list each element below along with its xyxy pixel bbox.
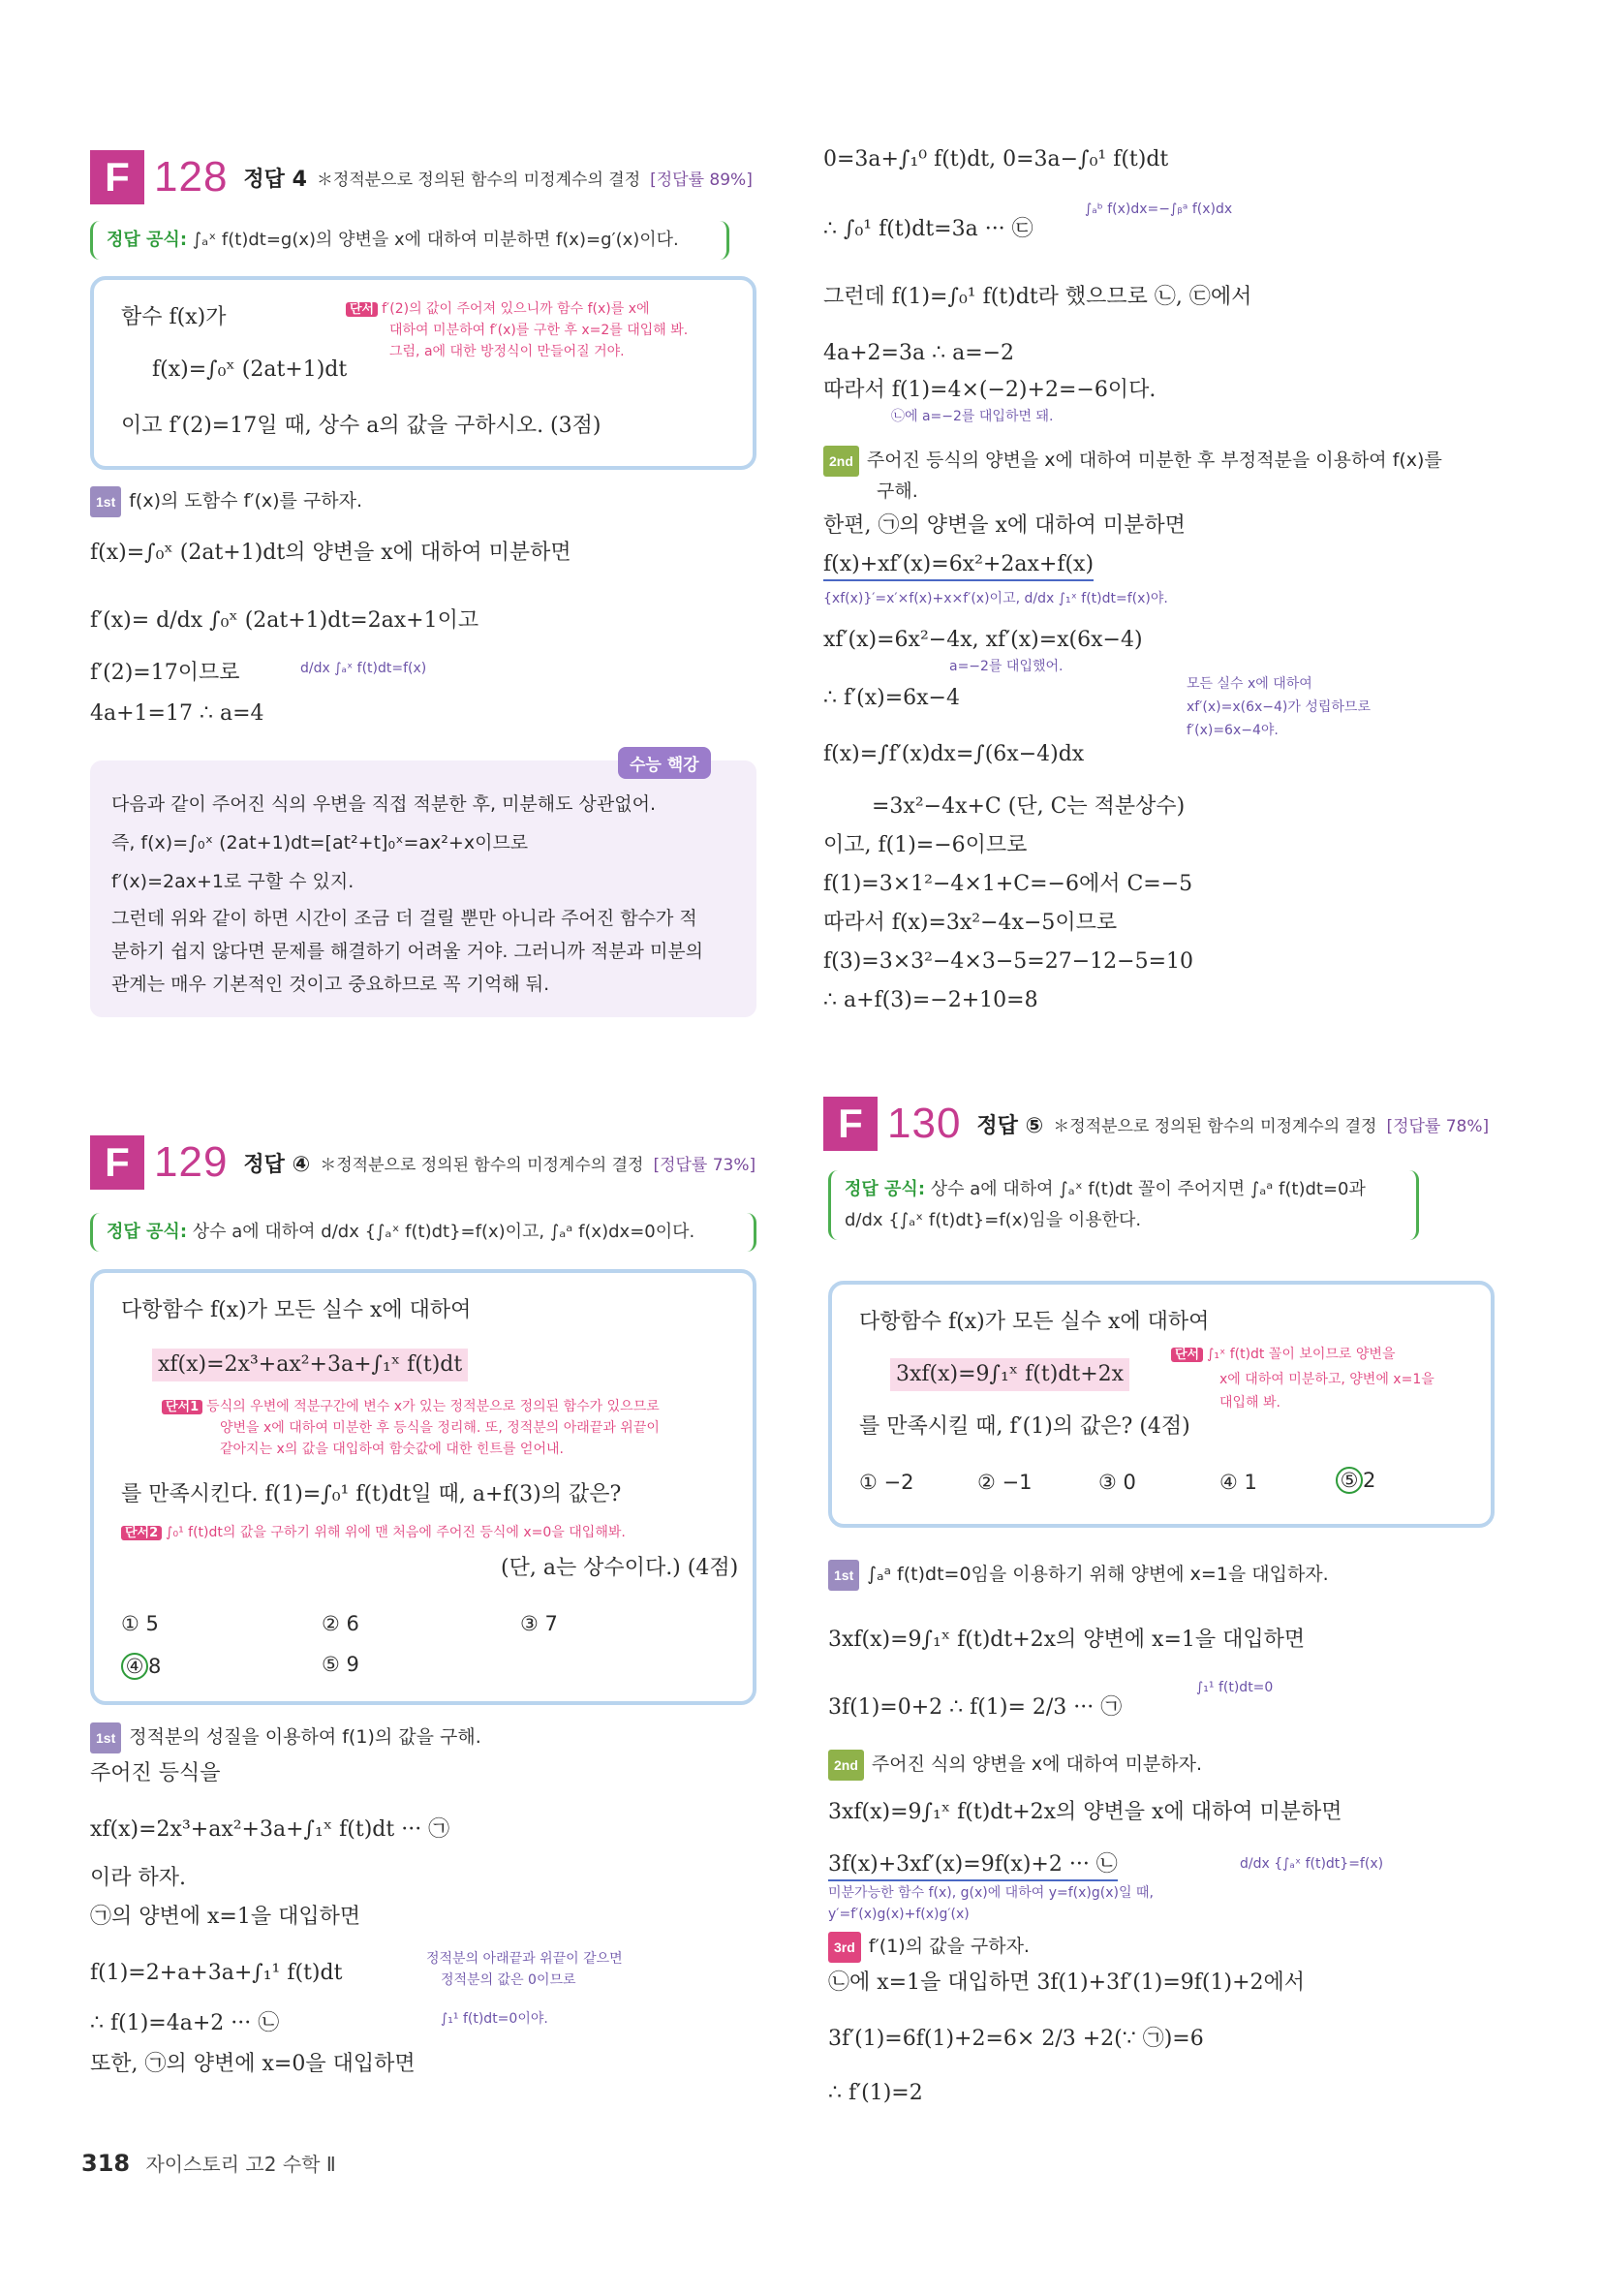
hint-line: ∫₁ˣ f(t)dt 꼴이 보이므로 양변을 xyxy=(1207,1347,1396,1362)
solution-line: ∴ f(1)=4a+2 ··· ㉡ xyxy=(90,2011,280,2035)
formula-text: d/dx {∫ₐˣ f(t)dt}=f(x)임을 이용한다. xyxy=(845,1210,1142,1230)
correct-mark: ④ xyxy=(121,1653,148,1680)
step-2 xyxy=(823,446,1442,477)
f-badge: F xyxy=(90,1135,144,1190)
question-equation: f(x)=∫₀ˣ (2at+1)dt xyxy=(152,357,348,382)
solution-line: ㉡에 x=1을 대입하면 3f(1)+3f′(1)=9f(1)+2에서 xyxy=(828,1970,1306,1995)
solution-line: f(1)=3×1²−4×1+C=−6에서 C=−5 xyxy=(823,872,1193,896)
solution-note: 정적분의 아래끝과 위끝이 같으면 xyxy=(426,1951,623,1967)
answer-formula xyxy=(90,221,729,260)
choice-2[interactable]: ② −1 xyxy=(977,1471,1033,1494)
step-text: f′(1)의 값을 구하자. xyxy=(868,1936,1030,1957)
question-line: (단, a는 상수이다.) (4점) xyxy=(501,1556,739,1580)
solution-note: a=−2를 대입했어. xyxy=(949,659,1064,674)
solution-line: ㉠의 양변에 x=1을 대입하면 xyxy=(90,1905,361,1929)
step-tag: 2nd xyxy=(823,446,859,477)
hint-text xyxy=(1171,1345,1395,1365)
problem-number: 129 xyxy=(154,1138,229,1186)
solution-line: f(x)=∫f′(x)dx=∫(6x−4)dx xyxy=(823,742,1085,766)
solution-line: xf(x)=2x³+ax²+3a+∫₁ˣ f(t)dt ··· ㉠ xyxy=(90,1817,450,1842)
formula-label: 정답 공식: xyxy=(107,230,188,250)
solution-line: 따라서 f(1)=4×(−2)+2=−6이다. xyxy=(823,378,1157,402)
solution-line: f(1)=2+a+3a+∫₁¹ f(t)dt xyxy=(90,1961,343,1985)
solution-line: ∴ f′(x)=6x−4 xyxy=(823,686,960,710)
solution-line: 4a+2=3a ∴ a=−2 xyxy=(823,341,1015,365)
step-tag: 1st xyxy=(828,1560,859,1591)
choice-1[interactable]: ① 5 xyxy=(121,1612,159,1635)
question-line: 를 만족시킬 때, f′(1)의 값은? (4점) xyxy=(859,1414,1190,1439)
step-1 xyxy=(828,1560,1329,1591)
hint-line: f′(2)의 값이 주어져 있으니까 함수 f(x)를 x에 xyxy=(382,301,650,317)
hint-line: 대입해 봐. xyxy=(1219,1395,1280,1411)
hint-tag: 단서1 xyxy=(162,1400,202,1414)
step-text: f(x)의 도함수 f′(x)를 구하자. xyxy=(129,490,363,512)
topic: ＊정적분으로 정의된 함수의 미정계수의 결정 xyxy=(1053,1116,1377,1136)
question-line: 를 만족시킨다. f(1)=∫₀¹ f(t)dt일 때, a+f(3)의 값은? xyxy=(121,1482,622,1506)
solution-line: 이고, f(1)=−6이므로 xyxy=(823,833,1028,857)
choice-5[interactable]: ⑤ 9 xyxy=(322,1653,359,1676)
solution-note: d/dx ∫ₐˣ f(t)dt=f(x) xyxy=(300,661,427,676)
solution-note: d/dx {∫ₐˣ f(t)dt}=f(x) xyxy=(1240,1856,1384,1872)
tip-line: f′(x)=2ax+1로 구할 수 있지. xyxy=(111,871,355,892)
solution-note: 미분가능한 함수 f(x), g(x)에 대하여 y=f(x)g(x)일 때, xyxy=(828,1885,1154,1901)
question-box xyxy=(828,1281,1495,1528)
correct-mark: ⑤ xyxy=(1336,1467,1363,1494)
solution-line: 또한, ㉠의 양변에 x=0을 대입하면 xyxy=(90,2052,416,2076)
solution-note: ∫₁¹ f(t)dt=0이야. xyxy=(441,2011,548,2027)
hint-tag: 단서2 xyxy=(121,1526,162,1540)
choice-3[interactable]: ③ 7 xyxy=(520,1612,558,1635)
hint-line: 양변을 x에 대하여 미분한 후 등식을 정리해. 또, 정적분의 아래끝과 위끝이 xyxy=(220,1420,660,1436)
correct-rate: [정답률 73%] xyxy=(653,1155,756,1175)
solution-line: 3f(x)+3xf′(x)=9f(x)+2 ··· ㉡ xyxy=(828,1850,1118,1881)
f-badge: F xyxy=(90,150,144,204)
choice-value: 2 xyxy=(1363,1469,1376,1492)
answer-label: 정답 ④ xyxy=(243,1152,311,1177)
step-text: 구해. xyxy=(877,481,918,502)
correct-rate: [정답률 89%] xyxy=(650,170,753,190)
solution-line: f(x)+xf′(x)=6x²+2ax+f(x) xyxy=(823,550,1094,581)
topic: ＊정적분으로 정의된 함수의 미정계수의 결정 xyxy=(316,170,641,190)
solution-line: 이라 하자. xyxy=(90,1866,186,1890)
tip-line: 관계는 매우 기본적인 것이고 중요하므로 꼭 기억해 둬. xyxy=(111,974,550,995)
solution-line: xf′(x)=6x²−4x, xf′(x)=x(6x−4) xyxy=(823,628,1143,652)
choice-value: 8 xyxy=(148,1655,162,1678)
hint-text xyxy=(162,1397,660,1417)
question-line: 다항함수 f(x)가 모든 실수 x에 대하여 xyxy=(859,1310,1210,1334)
tip-box xyxy=(90,756,756,1017)
problem-129-header xyxy=(90,1135,756,1190)
hint-line: 대하여 미분하여 f′(x)를 구한 후 x=2를 대입해 봐. xyxy=(389,323,689,338)
solution-line: 3f′(1)=6f(1)+2=6× 2/3 +2(∵ ㉠)=6 xyxy=(828,2027,1204,2051)
solution-line: =3x²−4x+C (단, C는 적분상수) xyxy=(872,794,1186,819)
solution-note: 모든 실수 x에 대하여 xyxy=(1187,676,1312,692)
solution-line: 주어진 등식을 xyxy=(90,1761,221,1785)
page-footer xyxy=(81,2149,336,2177)
f-badge: F xyxy=(823,1097,878,1151)
question-line: 이고 f′(2)=17일 때, 상수 a의 값을 구하시오. (3점) xyxy=(121,414,602,438)
answer-formula xyxy=(828,1170,1419,1240)
answer-label: 정답 4 xyxy=(243,167,307,192)
solution-line: 3xf(x)=9∫₁ˣ f(t)dt+2x의 양변에 x=1을 대입하면 xyxy=(828,1628,1306,1652)
step-tag: 2nd xyxy=(828,1750,864,1781)
step-text: 정적분의 성질을 이용하여 f(1)의 값을 구해. xyxy=(129,1726,481,1748)
topic: ＊정적분으로 정의된 함수의 미정계수의 결정 xyxy=(320,1155,644,1175)
tip-line: 다음과 같이 주어진 식의 우변을 직접 적분한 후, 미분해도 상관없어. xyxy=(111,793,656,815)
hint-text xyxy=(346,299,650,320)
tip-line: 즉, f(x)=∫₀ˣ (2at+1)dt=[at²+t]₀ˣ=ax²+x이므로 xyxy=(111,832,529,853)
formula-text: ∫ₐˣ f(t)dt=g(x)의 양변을 x에 대하여 미분하면 f(x)=g′(x)이다. xyxy=(192,230,679,250)
book-title: 자이스토리 고2 수학 Ⅱ xyxy=(145,2153,336,2176)
hint-tag: 단서 xyxy=(1171,1348,1203,1362)
step-tag: 3rd xyxy=(828,1932,861,1963)
choice-4[interactable]: ④ 1 xyxy=(1219,1471,1257,1494)
solution-note: {xf(x)}′=x′×f(x)+x×f′(x)이고, d/dx ∫₁ˣ f(t)dt=f(x)야. xyxy=(823,591,1168,606)
step-text: ∫ₐᵃ f(t)dt=0임을 이용하기 위해 양변에 x=1을 대입하자. xyxy=(867,1564,1329,1585)
formula-text: 상수 a에 대하여 ∫ₐˣ f(t)dt 꼴이 주어지면 ∫ₐᵃ f(t)dt=0과 xyxy=(930,1179,1366,1199)
correct-rate: [정답률 78%] xyxy=(1386,1116,1490,1136)
solution-note: 정적분의 값은 0이므로 xyxy=(441,1972,576,1988)
solution-note: ㉡에 a=−2를 대입하면 돼. xyxy=(891,409,1054,424)
problem-number: 130 xyxy=(887,1100,962,1147)
solution-note: f′(x)=6x−4야. xyxy=(1187,723,1279,738)
question-equation: 3xf(x)=9∫₁ˣ f(t)dt+2x xyxy=(890,1358,1129,1391)
solution-note: y′=f′(x)g(x)+f(x)g′(x) xyxy=(828,1907,970,1922)
solution-line: 따라서 f(x)=3x²−4x−5이므로 xyxy=(823,911,1118,935)
solution-line: f(x)=∫₀ˣ (2at+1)dt의 양변을 x에 대하여 미분하면 xyxy=(90,541,571,565)
solution-line: ∴ a+f(3)=−2+10=8 xyxy=(823,988,1038,1012)
hint-line: 같아지는 x의 값을 대입하여 함숫값에 대한 힌트를 얻어내. xyxy=(220,1442,564,1457)
question-box xyxy=(90,1269,756,1705)
choice-3[interactable]: ③ 0 xyxy=(1098,1471,1136,1494)
choice-5-correct[interactable] xyxy=(1336,1467,1375,1494)
solution-line: 3xf(x)=9∫₁ˣ f(t)dt+2x의 양변을 x에 대하여 미분하면 xyxy=(828,1800,1342,1824)
formula-label: 정답 공식: xyxy=(107,1222,188,1242)
problem-128-header xyxy=(90,150,753,204)
choice-4-correct[interactable] xyxy=(121,1653,161,1680)
step-tag: 1st xyxy=(90,1722,121,1753)
question-line: 다항함수 f(x)가 모든 실수 x에 대하여 xyxy=(121,1298,472,1322)
hint-text xyxy=(121,1523,626,1543)
choice-2[interactable]: ② 6 xyxy=(322,1612,359,1635)
step-3 xyxy=(828,1932,1030,1963)
problem-number: 128 xyxy=(154,153,229,201)
solution-line: f(3)=3×3²−4×3−5=27−12−5=10 xyxy=(823,949,1193,974)
hint-line: x에 대하여 미분하고, 양변에 x=1을 xyxy=(1219,1372,1434,1387)
step-1 xyxy=(90,1722,481,1753)
problem-130-header xyxy=(823,1097,1489,1151)
question-box xyxy=(90,276,756,470)
solution-note: ∫ₐᵇ f(x)dx=−∫ᵦᵃ f(x)dx xyxy=(1085,202,1233,217)
step-text: 주어진 등식의 양변을 x에 대하여 미분한 후 부정적분을 이용하여 f(x)를 xyxy=(866,450,1442,471)
tip-label: 수능 핵강 xyxy=(618,747,711,779)
solution-line: 0=3a+∫₁⁰ f(t)dt, 0=3a−∫₀¹ f(t)dt xyxy=(823,147,1169,171)
tip-line: 분하기 쉽지 않다면 문제를 해결하기 어려울 거야. 그러니까 적분과 미분의 xyxy=(111,941,704,962)
solution-line: ∴ ∫₀¹ f(t)dt=3a ··· ㉢ xyxy=(823,217,1033,241)
hint-tag: 단서 xyxy=(346,302,378,317)
hint-line: 그럼, a에 대한 방정식이 만들어질 거야. xyxy=(389,344,625,359)
solution-line: f′(x)= d/dx ∫₀ˣ (2at+1)dt=2ax+1이고 xyxy=(90,608,479,633)
solution-line: 4a+1=17 ∴ a=4 xyxy=(90,701,264,726)
step-1 xyxy=(90,486,362,517)
solution-line: 3f(1)=0+2 ∴ f(1)= 2/3 ··· ㉠ xyxy=(828,1695,1123,1720)
formula-text: 상수 a에 대하여 d/dx {∫ₐˣ f(t)dt}=f(x)이고, ∫ₐᵃ f(x)dx=0이다. xyxy=(192,1222,695,1242)
solution-line: ∴ f′(1)=2 xyxy=(828,2081,923,2105)
hint-line: ∫₀¹ f(t)dt의 값을 구하기 위해 위에 맨 처음에 주어진 등식에 x=0을 대입해봐. xyxy=(166,1525,626,1540)
step-2 xyxy=(828,1750,1202,1781)
answer-label: 정답 ⑤ xyxy=(976,1113,1044,1138)
page-number: 318 xyxy=(81,2150,131,2177)
solution-line: 한편, ㉠의 양변을 x에 대하여 미분하면 xyxy=(823,513,1186,538)
formula-label: 정답 공식: xyxy=(845,1179,926,1199)
solution-note: ∫₁¹ f(t)dt=0 xyxy=(1196,1680,1274,1695)
question-line: 함수 f(x)가 xyxy=(121,305,227,329)
step-text: 주어진 식의 양변을 x에 대하여 미분하자. xyxy=(871,1753,1203,1775)
answer-formula xyxy=(90,1213,756,1252)
solution-line: f′(2)=17이므로 xyxy=(90,661,240,685)
tip-line: 그런데 위와 같이 하면 시간이 조금 더 걸릴 뿐만 아니라 주어진 함수가 적 xyxy=(111,908,697,929)
solution-note: xf′(x)=x(6x−4)가 성립하므로 xyxy=(1187,699,1371,715)
step-tag: 1st xyxy=(90,486,121,517)
solution-line: 그런데 f(1)=∫₀¹ f(t)dt라 했으므로 ㉡, ㉢에서 xyxy=(823,285,1252,309)
hint-line: 등식의 우변에 적분구간에 변수 x가 있는 정적분으로 정의된 함수가 있으므로 xyxy=(206,1399,660,1414)
choice-1[interactable]: ① −2 xyxy=(859,1471,914,1494)
question-equation: xf(x)=2x³+ax²+3a+∫₁ˣ f(t)dt xyxy=(152,1349,468,1381)
